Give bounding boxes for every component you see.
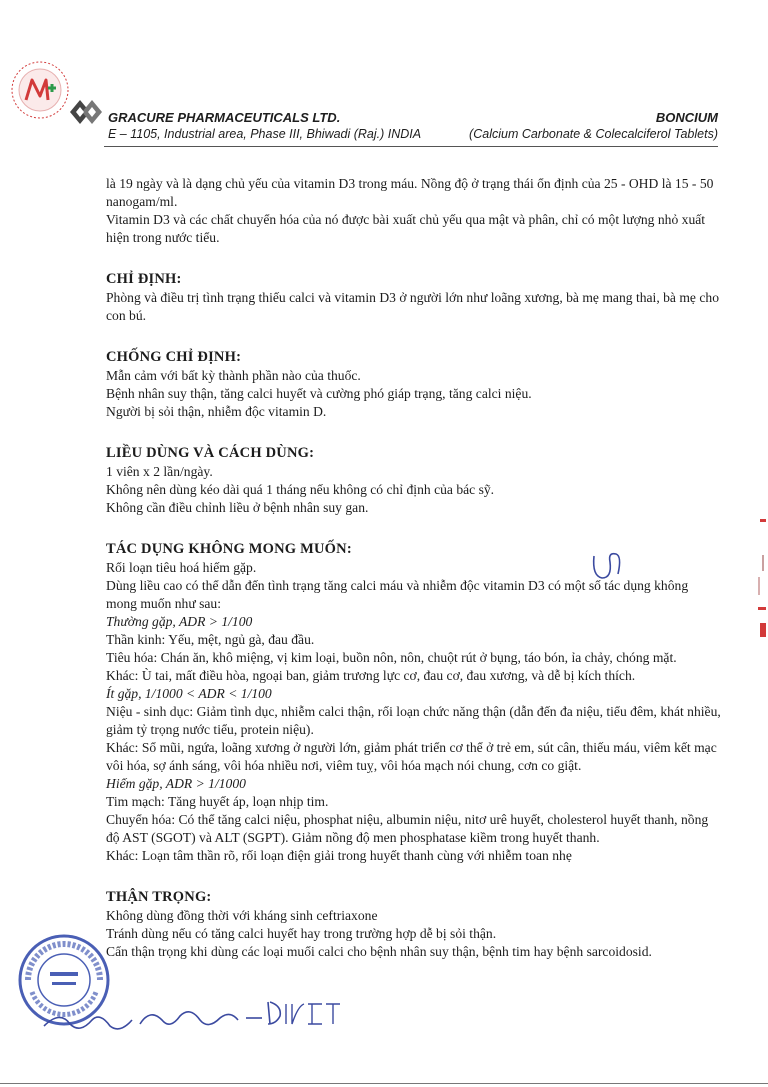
margin-marks <box>748 515 768 655</box>
section-chi-dinh <box>106 269 722 325</box>
section-line: Thần kinh: Yếu, mệt, ngủ gà, đau đầu. <box>106 632 315 647</box>
section-heading: THẬN TRỌNG: <box>106 889 212 905</box>
product-block <box>469 110 718 142</box>
section-line: Khác: Ù tai, mất điều hòa, ngoại ban, giảm trương lực cơ, đau cơ, đau xương, và dễ bị kích thích. <box>106 668 636 683</box>
frequency-label: Thường gặp, ADR > 1/100 <box>106 614 253 629</box>
section-line: Dùng liều cao có thể dẫn đến tình trạng tăng calci máu và nhiễm độc vitamin D3 có một số tác dụng không mong muốn như sau: <box>106 578 689 611</box>
section-heading: LIỀU DÙNG VÀ CÁCH DÙNG: <box>106 445 315 461</box>
intro-paragraph: là 19 ngày và là dạng chủ yếu của vitamin D3 trong máu. Nồng độ ở trạng thái ổn định của 25 - OHD là 15 - 50 nanogam/ml. <box>106 176 714 209</box>
section-line: Cẩn thận trọng khi dùng các loại muối calci cho bệnh nhân suy thận, bệnh tim hay bệnh sarcoidosid. <box>106 944 652 959</box>
section-line: Không dùng đồng thời với kháng sinh ceftriaxone <box>106 908 378 923</box>
section-chong-chi-dinh <box>106 347 722 421</box>
section-tac-dung <box>106 539 722 865</box>
frequency-label: Ít gặp, 1/1000 < ADR < 1/100 <box>106 686 272 701</box>
company-address: E – 1105, Industrial area, Phase III, Bhiwadi (Raj.) INDIA <box>108 127 422 141</box>
product-name: BONCIUM <box>655 110 718 125</box>
company-name: GRACURE PHARMACEUTICALS LTD. <box>108 110 341 125</box>
intro-paragraph: Vitamin D3 và các chất chuyển hóa của nó được bài xuất chủ yếu qua mật và phân, chỉ có một lượng nhỏ xuất hiện trong nước tiểu. <box>106 212 706 245</box>
section-line: Phòng và điều trị tình trạng thiếu calci và vitamin D3 ở người lớn như loãng xương, bà mẹ mang thai, bà mẹ cho con bú. <box>106 290 719 323</box>
frequency-label: Hiếm gặp, ADR > 1/1000 <box>106 776 246 791</box>
director-signature <box>40 990 360 1038</box>
section-line: Rối loạn tiêu hoá hiếm gặp. <box>106 560 257 575</box>
section-than-trong <box>106 887 722 961</box>
gracure-logo <box>66 92 110 128</box>
section-lieu-dung <box>106 443 722 517</box>
section-line: Bệnh nhân suy thận, tăng calci huyết và cường phó giáp trạng, tăng calci niệu. <box>106 386 532 401</box>
section-line: Niệu - sinh dục: Giảm tình dục, nhiễm calci thận, rối loạn chức năng thận (dẫn đến đa niệu, tiểu đêm, khát nhiều, giảm tỷ trọng nước tiểu, protein niệu). <box>106 704 721 737</box>
company-block <box>108 110 421 142</box>
section-line: Tránh dùng nếu có tăng calci huyết hay trong trường hợp dễ bị sỏi thận. <box>106 926 497 941</box>
section-line: 1 viên x 2 lần/ngày. <box>106 464 213 479</box>
section-line: Khác: Loạn tâm thần rõ, rối loạn điện giải trong huyết thanh cùng với nhiễm toan nhẹ <box>106 848 572 863</box>
section-line: Khác: Sổ mũi, ngứa, loãng xương ở người lớn, giảm phát triển cơ thể ở trẻ em, sút cân, thiếu máu, viêm kết mạc vôi hóa, sợ ánh sáng, vôi hóa nhiều nơi, viêm tuỵ, vôi hóa mạch nói chung, cơn co giật. <box>106 740 717 773</box>
section-heading: CHỈ ĐỊNH: <box>106 271 182 287</box>
section-line: Chuyển hóa: Có thể tăng calci niệu, phosphat niệu, albumin niệu, nitơ urê huyết, cholesterol huyết thanh, nồng độ AST (SGOT) và ALT (SGPT). Giảm nồng độ men phosphatase kiềm trong huyết thanh. <box>106 812 709 845</box>
section-line: Tiêu hóa: Chán ăn, khô miệng, vị kim loại, buồn nôn, nôn, chuột rút ở bụng, táo bón, ỉa chảy, chóng mặt. <box>106 650 677 665</box>
section-line: Không cần điều chỉnh liều ở bệnh nhân suy gan. <box>106 500 369 515</box>
section-line: Tim mạch: Tăng huyết áp, loạn nhịp tim. <box>106 794 329 809</box>
section-heading: CHỐNG CHỈ ĐỊNH: <box>106 349 242 365</box>
product-description: (Calcium Carbonate & Colecalciferol Tablets) <box>469 127 718 141</box>
page-bottom-edge <box>0 1083 768 1084</box>
section-line: Không nên dùng kéo dài quá 1 tháng nếu không có chỉ định của bác sỹ. <box>106 482 495 497</box>
section-heading: TÁC DỤNG KHÔNG MONG MUỐN: <box>106 541 352 557</box>
section-line: Mẫn cảm với bất kỳ thành phần nào của thuốc. <box>106 368 361 383</box>
header-divider <box>104 146 718 147</box>
handwritten-mark <box>588 548 638 584</box>
pharmacy-seal-logo <box>8 58 72 122</box>
section-line: Người bị sỏi thận, nhiễm độc vitamin D. <box>106 404 327 419</box>
